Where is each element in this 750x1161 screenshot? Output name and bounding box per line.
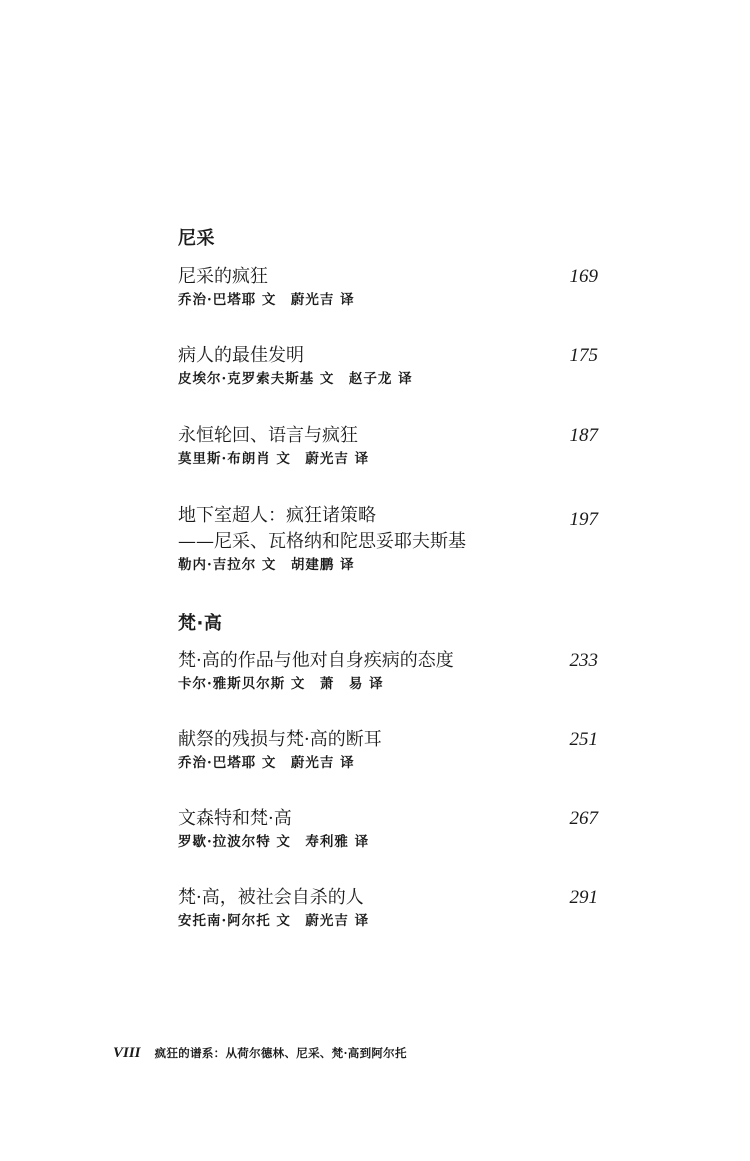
entry-page-number: 169 bbox=[569, 266, 598, 287]
toc-entry[interactable] bbox=[178, 423, 598, 469]
entry-title: 尼采的疯狂 bbox=[178, 266, 268, 287]
entry-byline: 乔治·巴塔耶 文 蔚光吉 译 bbox=[178, 292, 355, 308]
entry-title: 梵·高，被社会自杀的人 bbox=[178, 887, 364, 908]
entry-byline: 卡尔·雅斯贝尔斯 文 萧 易 译 bbox=[178, 676, 384, 692]
entry-title: 病人的最佳发明 bbox=[178, 345, 304, 366]
entry-byline: 安托南·阿尔托 文 蔚光吉 译 bbox=[178, 913, 370, 929]
section-heading-van-gogh: 梵·高 bbox=[178, 613, 223, 634]
entry-page-number: 175 bbox=[569, 345, 598, 366]
entry-title: 文森特和梵·高 bbox=[178, 808, 292, 829]
entry-title: 梵·高的作品与他对自身疾病的态度 bbox=[178, 650, 454, 671]
entry-byline: 勒内·吉拉尔 文 胡建鹏 译 bbox=[178, 557, 355, 573]
toc-entry[interactable] bbox=[178, 343, 598, 389]
page-footer bbox=[113, 1045, 407, 1062]
entry-page-number: 251 bbox=[569, 729, 598, 750]
toc-entry[interactable] bbox=[178, 503, 598, 575]
entry-byline: 乔治·巴塔耶 文 蔚光吉 译 bbox=[178, 755, 355, 771]
entry-title: 永恒轮回、语言与疯狂 bbox=[178, 425, 358, 446]
entry-title: 献祭的残损与梵·高的断耳 bbox=[178, 729, 382, 750]
section-heading-nietzsche: 尼采 bbox=[178, 228, 215, 249]
entry-page-number: 291 bbox=[569, 887, 598, 908]
entry-page-number: 233 bbox=[569, 650, 598, 671]
entry-page-number: 197 bbox=[569, 509, 598, 530]
entry-byline: 莫里斯·布朗肖 文 蔚光吉 译 bbox=[178, 451, 370, 467]
entry-title: 地下室超人：疯狂诸策略 bbox=[178, 505, 376, 526]
toc-entry[interactable] bbox=[178, 885, 598, 931]
running-book-title: 疯狂的谱系：从荷尔德林、尼采、梵·高到阿尔托 bbox=[154, 1046, 407, 1060]
entry-subtitle: ——尼采、瓦格纳和陀思妥耶夫斯基 bbox=[178, 531, 466, 552]
toc-entry[interactable] bbox=[178, 727, 598, 773]
toc-entry[interactable] bbox=[178, 806, 598, 852]
page-folio: VIII bbox=[113, 1045, 141, 1061]
entry-byline: 皮埃尔·克罗索夫斯基 文 赵子龙 译 bbox=[178, 371, 413, 387]
entry-page-number: 187 bbox=[569, 425, 598, 446]
toc-entry[interactable] bbox=[178, 264, 598, 310]
entry-byline: 罗歇·拉波尔特 文 寿利雅 译 bbox=[178, 834, 370, 850]
entry-page-number: 267 bbox=[569, 808, 598, 829]
toc-entry[interactable] bbox=[178, 648, 598, 694]
